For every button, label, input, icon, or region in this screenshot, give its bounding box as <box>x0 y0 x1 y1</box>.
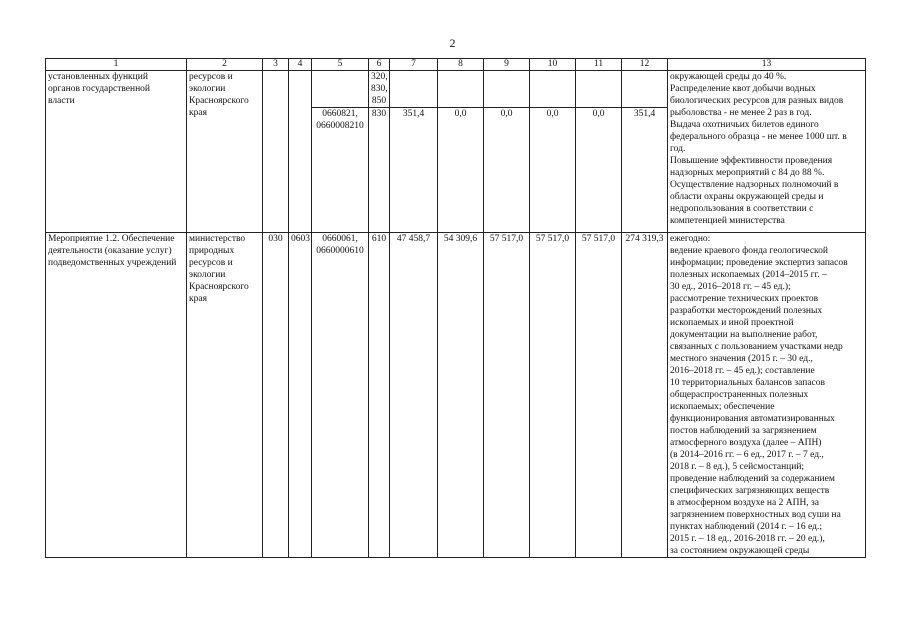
row1-value-2018: 0,0 <box>576 108 622 233</box>
text-line: рассмотрение технических проектов <box>670 294 819 304</box>
row1-col7-top <box>390 71 438 108</box>
text-line: Выдача охотничьих билетов единого <box>670 120 819 130</box>
header-cell: 3 <box>263 59 289 71</box>
header-cell: 4 <box>289 59 312 71</box>
row1-col9-top <box>484 71 530 108</box>
row2-value-2014: 47 458,7 <box>390 233 438 558</box>
text-line: подведомственных учреждений <box>48 258 177 268</box>
text-line: полезных ископаемых (2014–2015 гг. – <box>670 270 827 280</box>
text-line: надзорных мероприятий с 84 до 88 %. <box>670 168 825 178</box>
text-line: специфических загрязняющих веществ <box>670 486 830 496</box>
row1-col6-top <box>369 71 390 108</box>
budget-table <box>45 58 866 558</box>
text-line: края <box>189 108 207 118</box>
row1-value-2014: 351,4 <box>390 108 438 233</box>
text-line: экологии <box>189 84 226 94</box>
row2-purpose <box>46 233 187 558</box>
text-line: компетенцией министерства <box>670 216 785 226</box>
header-cell: 2 <box>187 59 263 71</box>
row1-value-2016: 0,0 <box>484 108 530 233</box>
row2-value-2018: 57 517,0 <box>576 233 622 558</box>
text-line: 2015 г. – 18 ед., 2016-2018 гг. – 20 ед.), <box>670 534 825 544</box>
text-line: общераспространенных полезных <box>670 390 809 400</box>
header-cell: 6 <box>369 59 390 71</box>
text-line: Мероприятие 1.2. Обеспечение <box>48 234 175 244</box>
text-line: информации; проведение экспертиз запасов <box>670 258 848 268</box>
row2-ministry-code: 030 <box>263 233 289 558</box>
text-line: атмосферного воздуха (далее – АПН) <box>670 438 822 448</box>
row1-col10-top <box>530 71 576 108</box>
text-line: природных <box>189 246 235 256</box>
row1-col11-top <box>576 71 622 108</box>
text-line: разработки месторождений полезных <box>670 306 823 316</box>
text-line: 850 <box>371 96 387 106</box>
row2-value-2017: 57 517,0 <box>530 233 576 558</box>
row1-value-2015: 0,0 <box>438 108 484 233</box>
text-line: ресурсов и <box>189 72 233 82</box>
text-line: экологии <box>189 270 226 280</box>
text-line: в атмосферном воздухе на 2 АПН, за <box>670 498 820 508</box>
row1-total: 351,4 <box>622 108 668 233</box>
header-cell: 10 <box>530 59 576 71</box>
row2-code <box>312 233 369 558</box>
table-row <box>46 233 866 558</box>
text-line: края <box>189 294 207 304</box>
text-line: 30 ед., 2016–2018 гг. – 45 ед.); <box>670 282 791 292</box>
header-cell: 5 <box>312 59 369 71</box>
page-number: 2 <box>449 36 456 50</box>
text-line: федерального образца - не менее 1000 шт. в <box>670 132 847 142</box>
text-line: ежегодно: <box>670 234 711 244</box>
text-line: документации на выполнение работ, <box>670 330 818 340</box>
text-line: установленных функций <box>48 72 148 82</box>
row1-purpose <box>46 71 187 233</box>
text-line: 0660821, <box>322 109 358 119</box>
text-line: 830, <box>371 84 388 94</box>
text-line: власти <box>48 96 75 106</box>
text-line: (в 2014–2016 гг. – 6 ед., 2017 г. – 7 ед., <box>670 450 824 460</box>
header-cell: 11 <box>576 59 622 71</box>
header-row <box>46 59 866 71</box>
text-line: загрязнением поверхностных вод суши на <box>670 510 841 520</box>
row2-section-code: 0603 <box>289 233 312 558</box>
text-line: недропользования в соответствии с <box>670 204 814 214</box>
row1-col4 <box>289 71 312 233</box>
text-line: 10 территориальных балансов запасов <box>670 378 826 388</box>
table-row <box>46 71 866 108</box>
row1-col3 <box>263 71 289 233</box>
text-line: области охраны окружающей среды и <box>670 192 824 202</box>
text-line: Повышение эффективности проведения <box>670 156 833 166</box>
text-line: 320, <box>371 72 388 82</box>
row1-col8-top <box>438 71 484 108</box>
header-cell: 8 <box>438 59 484 71</box>
header-cell: 1 <box>46 59 187 71</box>
text-line: ископаемых; обеспечение <box>670 402 775 412</box>
row1-col5-top <box>312 71 369 108</box>
text-line: 0660000610 <box>316 246 364 256</box>
row1-value-2017: 0,0 <box>530 108 576 233</box>
text-line: местного значения (2015 г. – 30 ед., <box>670 354 813 364</box>
row1-code <box>312 108 369 233</box>
text-line: ресурсов и <box>189 258 233 268</box>
row2-value-2016: 57 517,0 <box>484 233 530 558</box>
text-line: ископаемых и иной проектной <box>670 318 794 328</box>
text-line: деятельности (оказание услуг) <box>48 246 172 256</box>
text-line: министерство <box>189 234 246 244</box>
text-line: ведение краевого фонда геологической <box>670 246 828 256</box>
row1-col12-top <box>622 71 668 108</box>
row1-outcomes <box>668 71 866 233</box>
text-line: Красноярского <box>189 96 249 106</box>
row2-value-2015: 54 309,6 <box>438 233 484 558</box>
text-line: проведение наблюдений за содержанием <box>670 474 835 484</box>
text-line: постов наблюдений за загрязнением <box>670 426 817 436</box>
text-line: биологических ресурсов для разных видов <box>670 96 844 106</box>
text-line: Красноярского <box>189 282 249 292</box>
text-line: Осуществление надзорных полномочий в <box>670 180 839 190</box>
text-line: 2016–2018 гг. – 45 ед.); составление <box>670 366 815 376</box>
text-line: пунктах наблюдений (2014 г. – 16 ед.; <box>670 522 822 532</box>
header-cell: 9 <box>484 59 530 71</box>
text-line: год. <box>670 144 686 154</box>
row2-outcomes <box>668 233 866 558</box>
text-line: Распределение квот добычи водных <box>670 84 816 94</box>
text-line: связанных с пользованием участками недр <box>670 342 843 352</box>
row1-type-code: 830 <box>369 108 390 233</box>
text-line: 0660008210 <box>316 121 364 131</box>
header-cell: 7 <box>390 59 438 71</box>
text-line: 0660061, <box>322 234 358 244</box>
text-line: 2018 г. – 8 ед.), 5 сейсмостанций; <box>670 462 805 472</box>
text-line: функционирования автоматизированных <box>670 414 835 424</box>
header-cell: 13 <box>668 59 866 71</box>
row2-type-code: 610 <box>369 233 390 558</box>
header-cell: 12 <box>622 59 668 71</box>
row2-total: 274 319,3 <box>622 233 668 558</box>
row1-agency <box>187 71 263 233</box>
text-line: за состоянием окружающей среды <box>670 546 810 556</box>
text-line: окружающей среды до 40 %. <box>670 72 787 82</box>
text-line: органов государственной <box>48 84 151 94</box>
text-line: рыболовства - не менее 2 раз в год. <box>670 108 812 118</box>
row2-agency <box>187 233 263 558</box>
